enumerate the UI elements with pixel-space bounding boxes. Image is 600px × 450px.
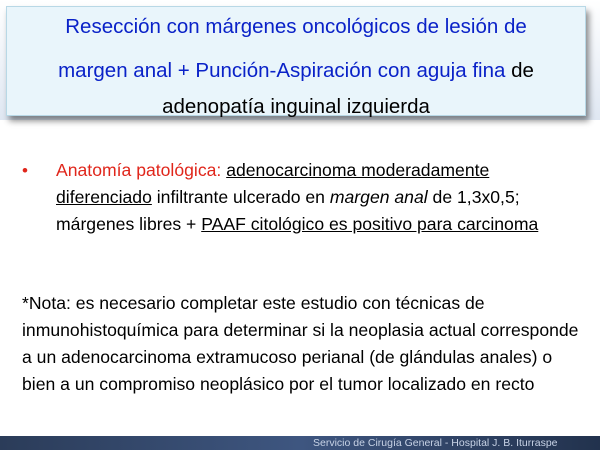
pathology-text (56, 157, 586, 238)
title-line-3: adenopatía inguinal izquierda (162, 95, 430, 118)
footer-bar (0, 436, 600, 450)
title-line-2-blue: margen anal + Punción-Aspiración con aguja fina (58, 59, 506, 82)
paaf-result: PAAF citológico es positivo para carcinoma (201, 214, 539, 234)
pathology-text-b: de 1,3x0,5; márgenes libres + (56, 187, 520, 234)
note-paragraph: *Nota: es necesario completar este estudio con técnicas de inmunohistoquímica para determinar si la neoplasia actual corresponde a un adenocarcinoma extramucoso perianal (de glándulas anales) o bien a un compromiso neoplásico por el tumor localizado en recto (22, 293, 579, 394)
bullet-marker: • (22, 161, 28, 180)
title-line-1: Resección con márgenes oncológicos de lesión de (65, 15, 527, 38)
pathology-label: Anatomía patológica: (56, 160, 222, 180)
title-line-2 (7, 59, 585, 83)
footer-text: Servicio de Cirugía General - Hospital J. B. Iturraspe (313, 437, 558, 449)
pathology-text-a: infiltrante ulcerado en (151, 187, 330, 207)
pathology-finding: adenocarcinoma moderadamente diferenciado (56, 160, 490, 207)
slide-title-box (6, 6, 586, 116)
title-line-2-black: de (505, 59, 534, 82)
pathology-site: margen anal (329, 187, 428, 207)
